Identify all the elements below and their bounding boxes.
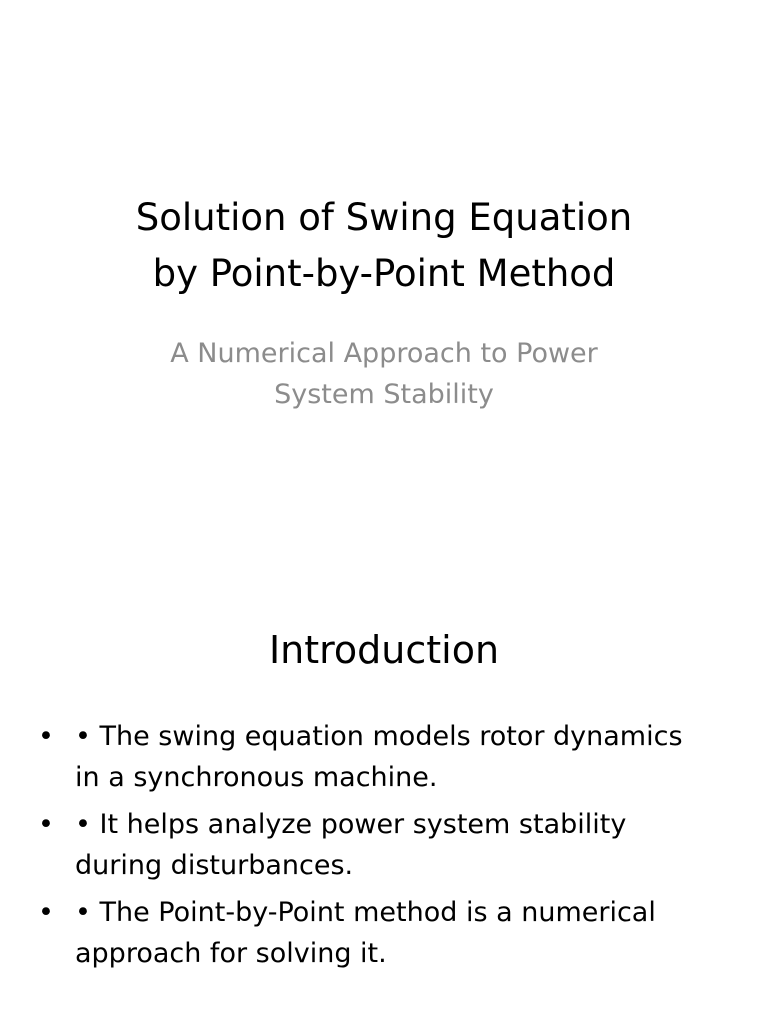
bullet-icon: • (38, 897, 54, 928)
slide-subtitle (0, 333, 768, 415)
list-item (38, 804, 728, 886)
slide-title (0, 190, 768, 302)
bullet-icon: • (38, 721, 54, 752)
bullet-line: during disturbances. (75, 850, 354, 881)
title-line: by Point-by-Point Method (152, 252, 616, 295)
title-line: Solution of Swing Equation (135, 196, 633, 239)
list-item (38, 892, 728, 974)
subtitle-line: System Stability (274, 379, 494, 410)
bullet-list (38, 716, 728, 980)
bullet-line: • The Point-by-Point method is a numerical (75, 897, 656, 928)
list-item (38, 716, 728, 798)
bullet-line: approach for solving it. (75, 938, 387, 969)
bullet-line: in a synchronous machine. (75, 762, 438, 793)
bullet-line: • The swing equation models rotor dynamics (75, 721, 683, 752)
subtitle-line: A Numerical Approach to Power (170, 338, 598, 369)
bullet-icon: • (38, 809, 54, 840)
introduction-slide (0, 576, 768, 1024)
bullet-line: • It helps analyze power system stability (75, 809, 627, 840)
section-title: Introduction (268, 628, 500, 672)
